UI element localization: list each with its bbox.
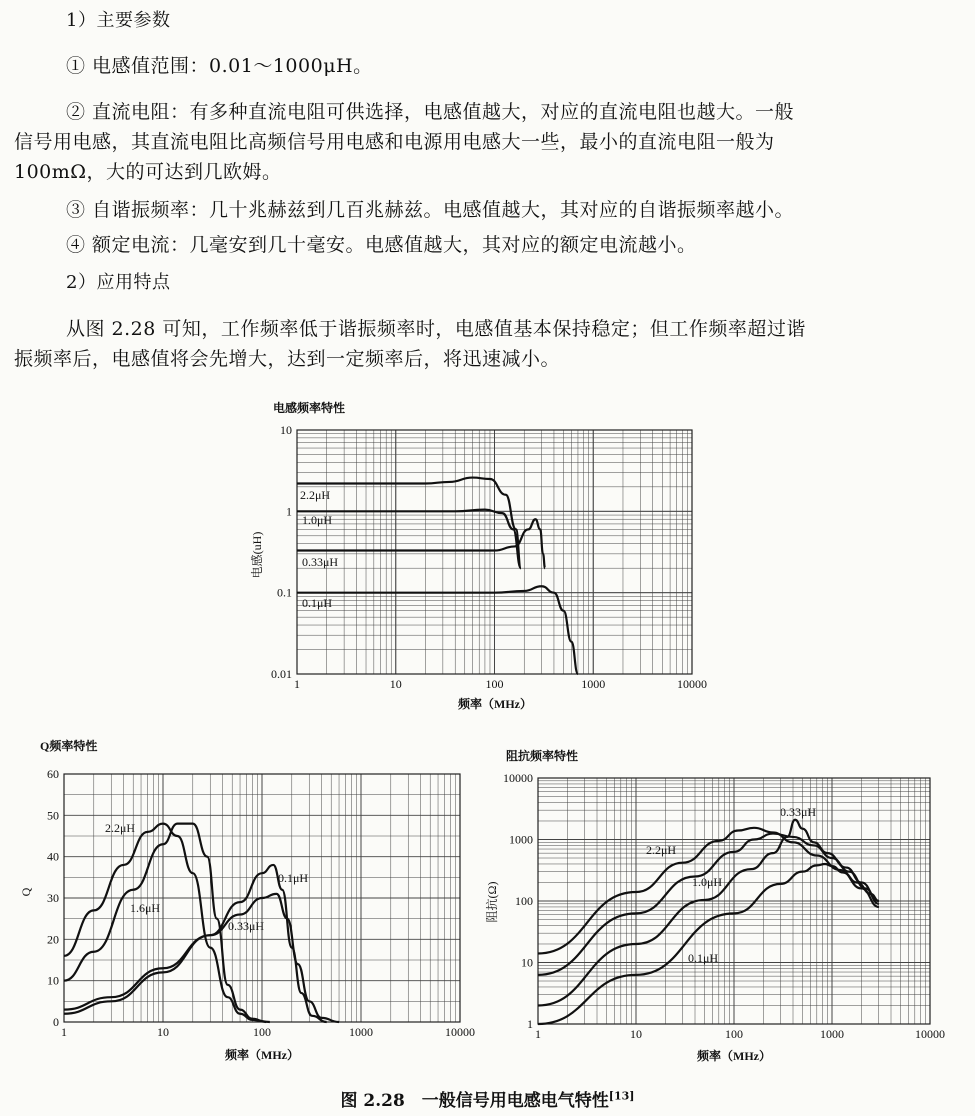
x-tick-label: 100 (485, 677, 504, 691)
series-label: 0.33μH (302, 555, 339, 569)
y-tick-label: 40 (47, 849, 59, 864)
x-tick-label: 10 (630, 1027, 642, 1041)
y-tick-label: 30 (47, 891, 59, 905)
x-tick-label: 1000 (581, 677, 606, 691)
y-tick-label: 60 (47, 767, 59, 781)
application-paragraph-line2: 振频率后，电感值将会先增大，达到一定频率后，将迅速减小。 (14, 348, 561, 370)
inductance-frequency-chart (245, 390, 725, 720)
x-tick-label: 10000 (915, 1027, 945, 1041)
chart-title: 电感频率特性 (273, 401, 346, 415)
series-label: 0.33μH (228, 919, 265, 933)
section-heading-1: 1）主要参数 (66, 10, 171, 31)
grid-lines (297, 430, 692, 674)
item-dc-resistance-line3: 100mΩ，大的可达到几欧姆。 (14, 161, 282, 183)
x-tick-label: 1000 (349, 1025, 373, 1039)
series-label: 0.1μH (278, 871, 309, 885)
series-label: 2.2μH (300, 488, 331, 502)
y-tick-label: 20 (47, 932, 59, 947)
caption-reference: [13] (608, 1089, 635, 1103)
series-label: 1.6μH (130, 901, 161, 915)
item-self-resonance: ③ 自谐振频率：几十兆赫兹到几百兆赫兹。电感值越大，其对应的自谐振频率越小。 (66, 199, 795, 221)
y-tick-label: 0.01 (271, 667, 292, 681)
x-tick-label: 100 (725, 1027, 743, 1041)
y-tick-label: 1 (286, 504, 292, 519)
series-label: 0.1μH (302, 596, 333, 610)
section-heading-2: 2）应用特点 (66, 272, 171, 293)
y-tick-label: 10 (47, 973, 59, 988)
item-dc-resistance-line2: 信号用电感，其直流电阻比高频信号用电感和电源用电感大一些，最小的直流电阻一般为 (14, 131, 775, 153)
x-axis-label: 频率（MHz） (458, 697, 532, 711)
x-tick-label: 1 (61, 1025, 67, 1039)
y-tick-label: 100 (515, 894, 533, 908)
series-label: 2.2μH (646, 843, 677, 857)
caption-text: 图 2.28 一般信号用电感电气特性 (340, 1091, 609, 1111)
x-tick-label: 10000 (445, 1025, 475, 1039)
y-axis-label: 阻抗(Ω) (485, 881, 499, 923)
y-axis-label: 电感(uH) (250, 531, 264, 579)
impedance-frequency-chart (478, 742, 958, 1072)
chart-title: Q频率特性 (40, 739, 98, 753)
y-tick-label: 10000 (503, 771, 533, 785)
series-label: 0.1μH (688, 951, 719, 965)
x-tick-label: 10000 (677, 677, 707, 691)
series-label: 0.33μH (780, 805, 817, 819)
y-tick-label: 50 (47, 808, 59, 823)
y-tick-label: 10 (521, 955, 533, 970)
x-tick-label: 10 (157, 1025, 169, 1039)
item-inductance-range: ① 电感值范围：0.01～1000μH。 (66, 55, 373, 77)
series-label: 2.2μH (105, 821, 136, 835)
x-tick-label: 1 (294, 677, 300, 691)
series-label: 1.0μH (302, 513, 333, 527)
q-frequency-chart (10, 732, 480, 1072)
x-tick-label: 1 (535, 1027, 541, 1041)
x-tick-label: 1000 (820, 1027, 844, 1041)
item-rated-current: ④ 额定电流：几毫安到几十毫安。电感值越大，其对应的额定电流越小。 (66, 234, 697, 256)
y-tick-label: 1 (527, 1017, 533, 1031)
series-line-3 (297, 586, 578, 674)
x-axis-label: 频率（MHz） (697, 1049, 771, 1063)
y-tick-label: 1000 (509, 832, 533, 847)
x-tick-label: 10 (389, 677, 402, 691)
y-tick-label: 0 (53, 1015, 59, 1029)
series-label: 1.0μH (692, 875, 723, 889)
application-paragraph-line1: 从图 2.28 可知，工作频率低于谐振频率时，电感值基本保持稳定；但工作频率超过谐 (66, 318, 806, 340)
x-tick-label: 100 (253, 1025, 271, 1039)
figure-caption (0, 1086, 975, 1111)
y-tick-label: 10 (280, 423, 292, 437)
item-dc-resistance-line1: ② 直流电阻：有多种直流电阻可供选择，电感值越大，对应的直流电阻也越大。一般 (66, 101, 795, 123)
y-tick-label: 0.1 (277, 585, 292, 600)
chart-title: 阻抗频率特性 (506, 749, 579, 763)
x-axis-label: 频率（MHz） (225, 1048, 299, 1062)
y-axis-label: Q (19, 887, 33, 897)
